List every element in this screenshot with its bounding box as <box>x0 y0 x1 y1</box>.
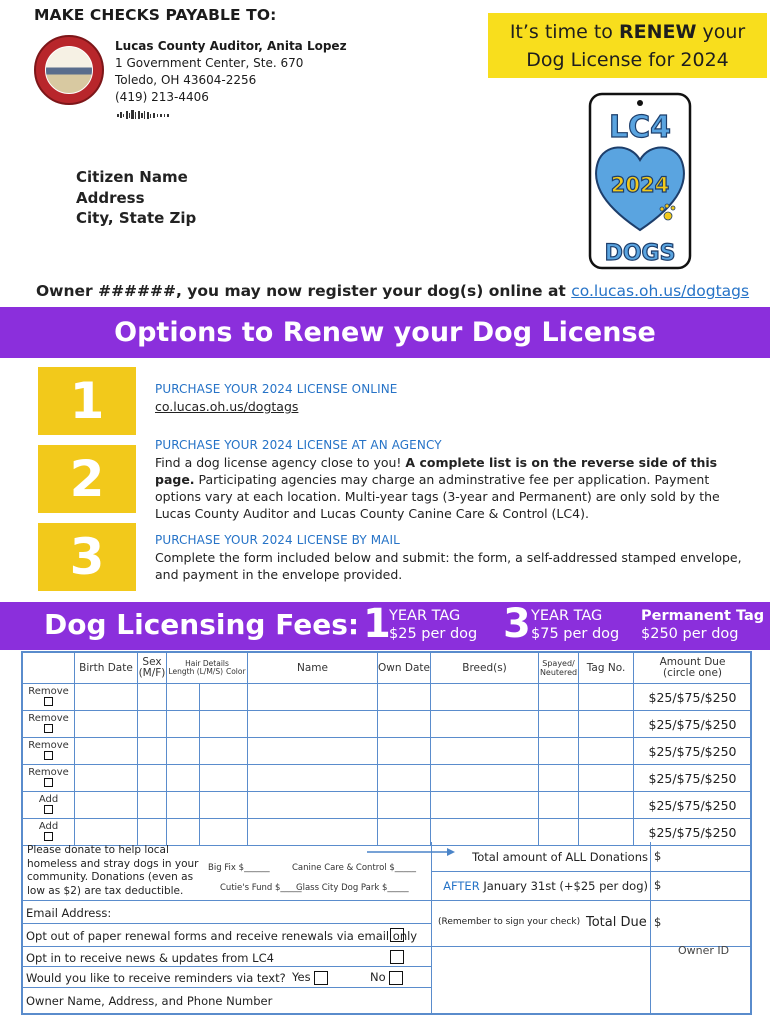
cell-spayed[interactable] <box>539 738 579 765</box>
row-action[interactable] <box>23 765 75 792</box>
auditor-name: Lucas County Auditor, Anita Lopez <box>115 39 347 53</box>
opt-out-checkbox[interactable] <box>390 928 404 942</box>
cell-amount[interactable]: $25/$75/$250 <box>634 711 752 738</box>
row-action-label: Add <box>38 793 59 805</box>
cell-color[interactable] <box>200 711 248 738</box>
cell-own-date[interactable] <box>378 792 431 819</box>
reminders-label: Would you like to receive reminders via text? <box>26 971 286 985</box>
reminders-no <box>370 970 403 985</box>
tag-lc4-text: LC4 <box>608 110 672 145</box>
cutie-text: Cutie's Fund $ <box>220 883 281 893</box>
cell-length[interactable] <box>167 711 200 738</box>
late-fee-after: AFTER <box>443 879 480 893</box>
opt-in-label: Opt in to receive news & updates from LC4 <box>26 951 274 965</box>
postal-barcode <box>117 109 171 121</box>
header-sex: Sex (M/F) <box>138 653 167 684</box>
header-hair-details <box>167 653 248 684</box>
cell-name[interactable] <box>248 711 378 738</box>
table-row <box>23 792 752 819</box>
bigfix-text: Big Fix $ <box>208 863 245 873</box>
cell-breed[interactable] <box>431 738 539 765</box>
no-checkbox[interactable] <box>389 971 403 985</box>
fee-three-number: 3 <box>503 601 531 647</box>
late-fee-label <box>443 879 648 893</box>
total-due-label: Total Due <box>586 915 647 930</box>
total-donations-label: Total amount of ALL Donations <box>472 850 648 864</box>
recipient-name: Citizen Name <box>76 168 188 186</box>
cell-name[interactable] <box>248 738 378 765</box>
cell-birth[interactable] <box>75 738 138 765</box>
cell-sex[interactable] <box>138 765 167 792</box>
cell-spayed[interactable] <box>539 711 579 738</box>
row-action[interactable] <box>23 711 75 738</box>
fee-permanent <box>641 607 764 643</box>
cell-sex[interactable] <box>138 684 167 711</box>
sign-check-note: (Remember to sign your check) <box>438 917 581 927</box>
row-checkbox[interactable] <box>44 697 53 706</box>
recipient-city: City, State Zip <box>76 209 197 227</box>
late-fee-text: January 31st (+$25 per dog) <box>479 879 648 893</box>
cell-spayed[interactable] <box>539 684 579 711</box>
owner-info-label: Owner Name, Address, and Phone Number <box>26 994 273 1008</box>
header-own-date: Own Date <box>378 653 431 684</box>
cell-birth[interactable] <box>75 711 138 738</box>
cell-amount[interactable]: $25/$75/$250 <box>634 819 752 846</box>
header-action <box>23 653 75 684</box>
no-label: No <box>370 970 386 984</box>
cell-sex[interactable] <box>138 711 167 738</box>
late-fee-row <box>432 872 752 901</box>
email-row[interactable] <box>22 901 432 924</box>
fee-one-number: 1 <box>363 601 391 647</box>
header-spayed: Spayed/ Neutered <box>539 653 579 684</box>
dogtags-link[interactable]: co.lucas.oh.us/dogtags <box>571 282 750 300</box>
fee-perm-label: Permanent Tag <box>641 608 765 624</box>
cell-amount[interactable]: $25/$75/$250 <box>634 765 752 792</box>
table-row <box>23 684 752 711</box>
owner-id-label: Owner ID <box>678 944 730 957</box>
renew-text-bold: RENEW <box>618 21 697 43</box>
tag-year-text: 2024 <box>610 173 670 197</box>
header-breed: Breed(s) <box>431 653 539 684</box>
cell-length[interactable] <box>167 765 200 792</box>
cell-birth[interactable] <box>75 765 138 792</box>
row-action-label: Remove <box>28 766 69 778</box>
fee-perm-price: $250 per dog <box>641 626 739 642</box>
fees-bar <box>0 602 770 650</box>
opt-in-checkbox[interactable] <box>390 950 404 964</box>
cell-tag-no[interactable] <box>579 711 634 738</box>
total-due-dollar[interactable]: $ <box>654 915 662 929</box>
cell-tag-no[interactable] <box>579 738 634 765</box>
row-action[interactable] <box>23 684 75 711</box>
row-checkbox[interactable] <box>44 805 53 814</box>
row-checkbox[interactable] <box>44 778 53 787</box>
header-tag-no: Tag No. <box>579 653 634 684</box>
cell-breed[interactable] <box>431 765 539 792</box>
row-checkbox[interactable] <box>44 832 53 841</box>
cell-breed[interactable] <box>431 711 539 738</box>
option-1 <box>155 381 755 415</box>
cell-tag-no[interactable] <box>579 792 634 819</box>
owner-info-row[interactable] <box>22 988 432 1013</box>
owner-notice-text: Owner ######, you may now register your dog(s) online at <box>36 282 572 300</box>
fees-title: Dog Licensing Fees: <box>44 608 360 641</box>
option-2-body-bold: A complete list is on the reverse side of this page. <box>155 455 718 487</box>
option-3 <box>155 532 755 583</box>
header-amount: Amount Due <box>659 656 726 668</box>
cell-amount[interactable]: $25/$75/$250 <box>634 738 752 765</box>
fee-three-year <box>531 607 619 643</box>
cell-length[interactable] <box>167 792 200 819</box>
owner-id-divider <box>650 947 651 1013</box>
cell-birth[interactable] <box>75 792 138 819</box>
cell-sex[interactable] <box>138 738 167 765</box>
header-name: Name <box>248 653 378 684</box>
renew-text-post: your <box>696 21 746 43</box>
cell-tag-no[interactable] <box>579 765 634 792</box>
row-action-label: Remove <box>28 739 69 751</box>
cell-name[interactable] <box>248 684 378 711</box>
header-hair: Hair Details <box>185 659 229 668</box>
recipient-address: Address <box>76 188 145 207</box>
renew-text-line2: Dog License for 2024 <box>526 49 729 71</box>
option-3-number: 3 <box>38 523 136 591</box>
header-length: Length (L/M/S) <box>168 667 224 676</box>
row-checkbox[interactable] <box>44 724 53 733</box>
option-2-body-post: Participating agencies may charge an adminstrative fee per application. Payment options vary at each location. Multi-year tags (3-year and Permanent) are only sold by the Lucas County Auditor and Lucas County Canine Care & Control (LC4). <box>155 472 720 521</box>
fee-one-price: $25 per dog <box>389 626 478 642</box>
owner-online-notice <box>36 282 749 300</box>
fee-one-label: YEAR TAG <box>389 608 461 624</box>
auditor-address-line2: Toledo, OH 43604-2256 <box>115 73 257 87</box>
payable-heading: MAKE CHECKS PAYABLE TO: <box>34 6 277 24</box>
cuties-fund-label[interactable]: Cutie's Fund $_____ <box>220 883 302 893</box>
late-fee-dollar[interactable]: $ <box>654 878 662 892</box>
row-action-label: Remove <box>28 685 69 697</box>
row-checkbox[interactable] <box>44 751 53 760</box>
glass-city-label[interactable]: Glass City Dog Park $_____ <box>296 883 409 893</box>
cell-spayed[interactable] <box>539 792 579 819</box>
canine-text: Canine Care & Control $ <box>292 863 395 873</box>
auditor-phone: (419) 213-4406 <box>115 90 209 104</box>
reminders-row <box>22 967 432 988</box>
total-donations-row <box>432 842 752 872</box>
yes-label: Yes <box>292 970 311 984</box>
option-2-body-pre: Find a dog license agency close to you! <box>155 455 406 470</box>
option-2-heading: PURCHASE YOUR 2024 LICENSE AT AN AGENCY <box>155 438 442 452</box>
cell-color[interactable] <box>200 738 248 765</box>
county-seal-logo <box>34 35 104 105</box>
bigfix-label[interactable]: Big Fix $______ <box>208 863 270 873</box>
option-3-heading: PURCHASE YOUR 2024 LICENSE BY MAIL <box>155 533 400 547</box>
cell-own-date[interactable] <box>378 738 431 765</box>
cell-own-date[interactable] <box>378 711 431 738</box>
cell-name[interactable] <box>248 765 378 792</box>
fee-three-price: $75 per dog <box>531 626 620 642</box>
table-header-row <box>23 653 752 684</box>
donation-section <box>22 842 432 901</box>
cell-color[interactable] <box>200 792 248 819</box>
cell-color[interactable] <box>200 765 248 792</box>
fee-three-label: YEAR TAG <box>531 608 603 624</box>
opt-in-row <box>22 947 432 967</box>
row-action-label: Remove <box>28 712 69 724</box>
row-action[interactable] <box>23 738 75 765</box>
glass-text: Glass City Dog Park $ <box>296 883 388 893</box>
cell-own-date[interactable] <box>378 684 431 711</box>
email-label: Email Address: <box>26 906 112 920</box>
header-birth-date: Birth Date <box>75 653 138 684</box>
option-3-body: Complete the form included below and submit: the form, a self-addressed stamped envelope, and payment in the envelope provided. <box>155 550 742 582</box>
renew-text-pre: It’s time to <box>509 21 619 43</box>
header-circle: (circle one) <box>663 667 723 679</box>
total-donations-dollar[interactable]: $ <box>654 849 662 863</box>
auditor-address-block <box>115 38 347 106</box>
yes-checkbox[interactable] <box>314 971 328 985</box>
opt-out-label: Opt out of paper renewal forms and receive renewals via email only <box>26 929 418 943</box>
dog-license-table <box>22 652 752 846</box>
total-due-row <box>432 901 752 947</box>
header-color: Color <box>225 667 246 676</box>
options-title: Options to Renew your Dog License <box>0 307 770 358</box>
lc4-dog-tag-icon <box>588 92 692 270</box>
table-row <box>23 738 752 765</box>
opt-out-row <box>22 924 432 947</box>
cell-name[interactable] <box>248 792 378 819</box>
cell-spayed[interactable] <box>539 765 579 792</box>
cell-amount[interactable]: $25/$75/$250 <box>634 792 752 819</box>
row-action-label: Add <box>38 820 59 832</box>
auditor-address-line1: 1 Government Center, Ste. 670 <box>115 56 304 70</box>
cell-birth[interactable] <box>75 684 138 711</box>
tag-dogs-text: DOGS <box>604 241 676 266</box>
cell-length[interactable] <box>167 738 200 765</box>
canine-care-label[interactable]: Canine Care & Control $_____ <box>292 863 417 873</box>
option-1-link[interactable]: co.lucas.oh.us/dogtags <box>155 399 299 414</box>
cell-tag-no[interactable] <box>579 684 634 711</box>
cell-sex[interactable] <box>138 792 167 819</box>
table-row <box>23 765 752 792</box>
cell-breed[interactable] <box>431 684 539 711</box>
cell-color[interactable] <box>200 684 248 711</box>
fee-one-year <box>389 607 477 643</box>
renew-callout <box>488 13 767 78</box>
header-amount-due <box>634 653 752 684</box>
table-row <box>23 711 752 738</box>
option-2 <box>155 437 755 522</box>
cell-breed[interactable] <box>431 792 539 819</box>
cell-amount[interactable]: $25/$75/$250 <box>634 684 752 711</box>
cell-own-date[interactable] <box>378 765 431 792</box>
donation-text: Please donate to help local homeless and stray dogs in your community. Donations (even as low as $2) are tax deductible. <box>27 844 199 897</box>
option-2-body <box>155 454 755 522</box>
option-1-number: 1 <box>38 367 136 435</box>
row-action[interactable] <box>23 792 75 819</box>
option-2-number: 2 <box>38 445 136 513</box>
option-1-heading: PURCHASE YOUR 2024 LICENSE ONLINE <box>155 382 398 396</box>
recipient-address-block <box>76 167 196 229</box>
cell-length[interactable] <box>167 684 200 711</box>
reminders-yes <box>292 970 328 985</box>
